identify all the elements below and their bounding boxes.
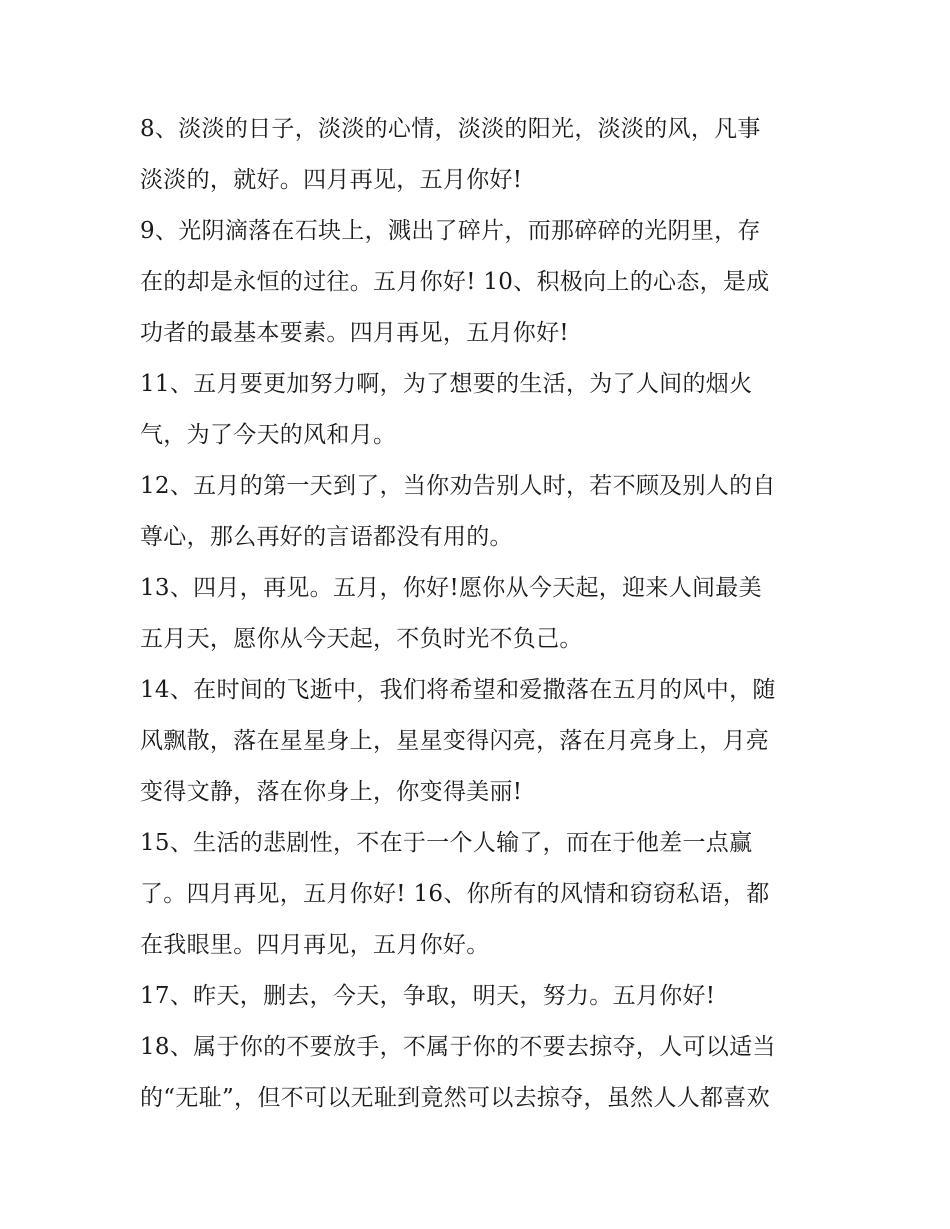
document-body bbox=[140, 104, 820, 1124]
text-line-8: 12、五月的第一天到了，当你劝告别人时，若不顾及别人的自 bbox=[140, 473, 776, 499]
text-line-12: 14、在时间的飞逝中，我们将希望和爱撒落在五月的风中，随 bbox=[140, 677, 776, 703]
text-line-5: 功者的最基本要素。四月再见，五月你好! bbox=[140, 320, 569, 346]
text-line-1: 8、淡淡的日子，淡淡的心情，淡淡的阳光，淡淡的风，凡事 bbox=[140, 116, 761, 142]
text-line-15: 15、生活的悲剧性，不在于一个人输了，而在于他差一点赢 bbox=[140, 830, 753, 856]
text-line-10: 13、四月，再见。五月，你好!愿你从今天起，迎来人间最美 bbox=[140, 575, 762, 601]
text-line-3: 9、光阴滴落在石块上，溅出了碎片，而那碎碎的光阴里，存 bbox=[140, 218, 761, 244]
text-line-19: 18、属于你的不要放手，不属于你的不要去掠夺，人可以适当 bbox=[140, 1034, 776, 1060]
text-line-9: 尊心，那么再好的言语都没有用的。 bbox=[140, 524, 513, 550]
text-line-16: 了。四月再见，五月你好! 16、你所有的风情和窃窃私语，都 bbox=[140, 881, 770, 907]
text-line-11: 五月天，愿你从今天起，不负时光不负己。 bbox=[140, 626, 583, 652]
text-line-14: 变得文静，落在你身上，你变得美丽! bbox=[140, 779, 523, 805]
text-line-7: 气，为了今天的风和月。 bbox=[140, 422, 397, 448]
text-line-17: 在我眼里。四月再见，五月你好。 bbox=[140, 932, 490, 958]
text-line-4: 在的却是永恒的过往。五月你好! 10、积极向上的心态，是成 bbox=[140, 269, 770, 295]
text-line-13: 风飘散，落在星星身上，星星变得闪亮，落在月亮身上，月亮 bbox=[140, 728, 770, 754]
text-line-18: 17、昨天，删去，今天，争取，明天，努力。五月你好! bbox=[140, 983, 716, 1009]
text-line-6: 11、五月要更加努力啊，为了想要的生活，为了人间的烟火 bbox=[140, 371, 753, 397]
text-line-2: 淡淡的，就好。四月再见，五月你好! bbox=[140, 167, 523, 193]
text-line-20: 的“无耻”，但不可以无耻到竟然可以去掠夺，虽然人人都喜欢 bbox=[140, 1085, 770, 1111]
